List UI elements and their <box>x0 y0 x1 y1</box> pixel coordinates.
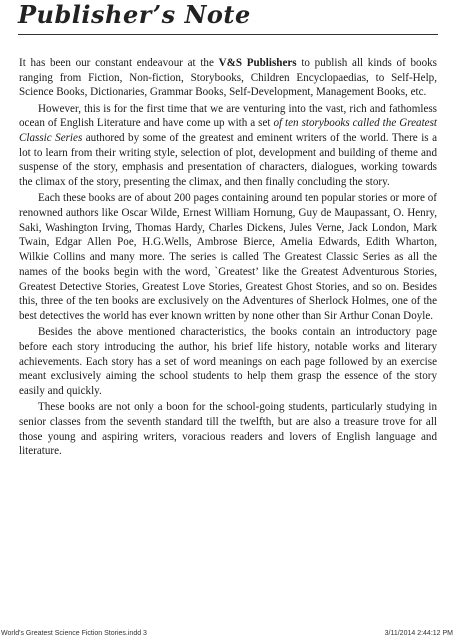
paragraph <box>19 102 437 190</box>
paragraph <box>19 56 437 100</box>
bold-text: V&S Publishers <box>218 57 297 69</box>
italic-text: of ten storybooks called the Greatest Classic Series <box>19 117 438 145</box>
text-run: Each these books are of about 200 pages containing around ten popular stories or more of renowned authors like Oscar Wilde, Ernest William Hornung, Guy de Maupassant, O. Henry, Saki, Washington Irving, Thomas Hardy, Charles Dickens, Jules Verne, Jack London, Mark Twain, Edgar Allen Poe, H.G.Wells, Ambrose Bierce, Amelia Edwards, Edith Wharton, Wilkie Collins and many more. The series is called The Greatest Classic Series as all the names of the books begin with the word, `Greatest’ like the Greatest Adventurous Stories, Greatest Detective Stories, Greatest Love Stories, Greatest Ghost Stories, and so on. Besides this, three of the ten books are exclusively on the Adventures of Sherlock Holmes, one of the best detectives the world has ever known written by none other than Sir Arthur Conan Doyle. <box>19 192 437 322</box>
text-run: Besides the above mentioned characteristics, the books contain an introductory page before each story introducing the author, his brief life history, notable works and literary achievements. Each story has a set of word meanings on each page followed by an exercise meant exclusively aiming the school students to help them grasp the essence of the story easily and quickly. <box>19 326 437 397</box>
footer-timestamp: 3/11/2014 2:44:12 PM <box>384 630 453 637</box>
paragraph <box>19 191 437 323</box>
heading-underline <box>18 34 438 35</box>
footer-file-name: World's Greatest Science Fiction Stories.indd 3 <box>1 630 147 637</box>
text-run: It has been our constant endeavour at the <box>19 57 219 69</box>
paragraph <box>19 325 437 399</box>
text-run: to publish all kinds of books ranging from Fiction, Non-fiction, Storybooks, Children Encyclopaedias, to Self-Help, Science Books, Dictionaries, Grammar Books, Self-Development, Management Books, etc. <box>19 57 437 99</box>
text-run: However, this is for the first time that we are venturing into the vast, rich and fathomless ocean of English Literature and have come up with a set <box>19 102 437 130</box>
text-run: authored by some of the greatest and eminent writers of the world. There is a lot to learn from their writing style, selection of plot, development and building of theme and suspense of the story, emphasis and presentation of characters, dialogues, working towards the climax of the story, presenting the climax, and then finally concluding the story. <box>19 132 437 189</box>
body-text <box>19 56 437 459</box>
print-slug-footer <box>0 628 456 640</box>
page-heading: Publisher’s Note <box>18 0 251 29</box>
paragraph <box>19 400 437 459</box>
text-run: These books are not only a boon for the school-going students, particularly studying in senior classes from the seventh standard till the twelfth, but are also a treasure trove for all those young and aspiring writers, voracious readers and lovers of English language and literature. <box>19 401 437 458</box>
